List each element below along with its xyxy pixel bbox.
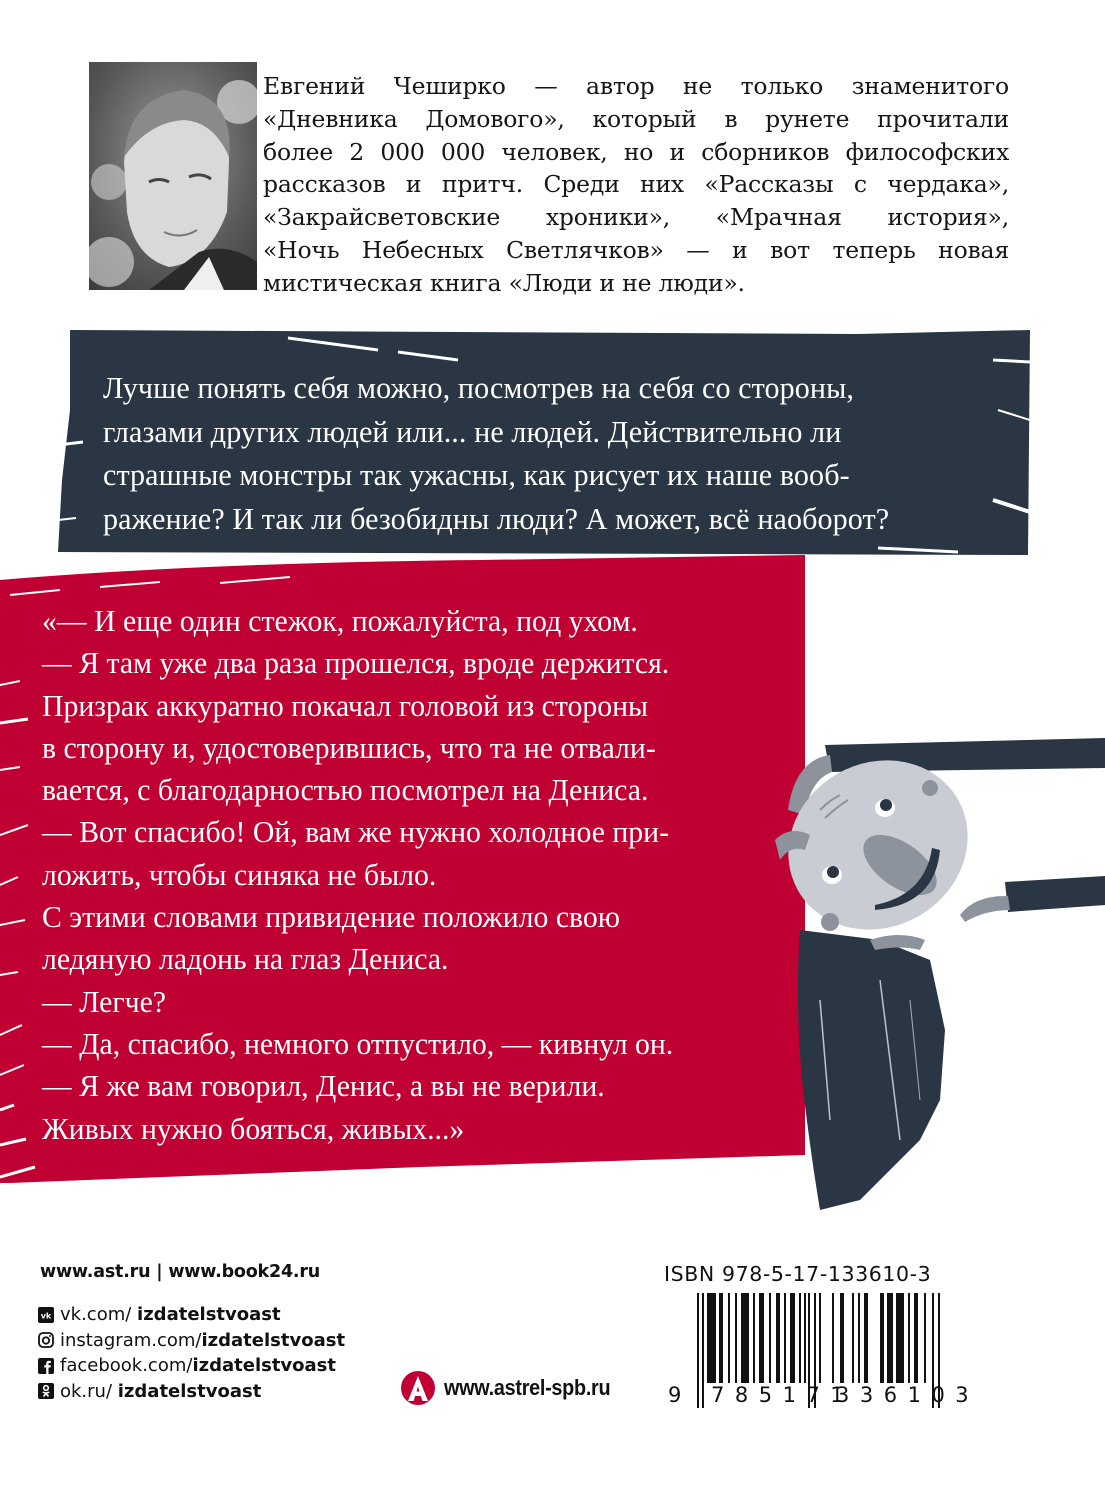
excerpt-line: — Легче? <box>42 983 166 1019</box>
excerpt-line: ледяную ладонь на глаз Дениса. <box>42 941 449 977</box>
bio-line: «Дневника Домового», который в рунете прочитали <box>263 104 1009 133</box>
excerpt-line: в сторону и, удостоверившись, что та не отвали- <box>42 729 656 765</box>
teaser-text <box>103 366 947 540</box>
bio-line: более 2 000 000 человек, но и сборников философских <box>263 137 1009 166</box>
instagram-icon <box>37 1332 54 1349</box>
social-link-instagram[interactable]: instagram.com/izdatelstvoast <box>37 1328 345 1354</box>
svg-text:vk: vk <box>40 1311 51 1321</box>
excerpt-line: С этими словами привидение положило свою <box>42 899 620 935</box>
author-photo <box>89 62 257 290</box>
bio-line: мистическая книга «Люди и не люди». <box>263 268 745 297</box>
excerpt-text <box>42 600 772 1150</box>
author-bio <box>263 70 1009 300</box>
astrel-link[interactable] <box>400 1370 629 1406</box>
teaser-line: Лучше понять себя можно, посмотрев на себя со стороны, <box>103 370 855 405</box>
publisher-websites[interactable]: www.ast.ru | www.book24.ru <box>40 1262 321 1282</box>
social-links <box>37 1302 345 1404</box>
social-link-vk[interactable]: vk vk.com/ izdatelstvoast <box>37 1302 345 1328</box>
teaser-line: страшные монстры так ужасны, как рисует их наше вооб- <box>103 457 850 492</box>
excerpt-line: «— И еще один стежок, пожалуйста, под ухом. <box>42 603 638 638</box>
ghost-illustration <box>760 700 1105 1260</box>
bio-line: рассказов и притч. Среди них «Рассказы с чердака», <box>263 170 1009 199</box>
bio-line: Евгений Чеширко — автор не только знаменитого <box>263 72 1009 100</box>
astrel-logo-icon <box>400 1370 436 1406</box>
excerpt-line: — Я же вам говорил, Денис, а вы не верили. <box>42 1068 605 1104</box>
excerpt-line: — Я там уже два раза прошелся, вроде держится. <box>42 645 670 681</box>
social-link-facebook[interactable]: facebook.com/izdatelstvoast <box>37 1353 345 1379</box>
facebook-icon <box>37 1357 54 1374</box>
social-link-odnoklassniki[interactable]: ok.ru/ izdatelstvoast <box>37 1379 345 1405</box>
astrel-url: www.astrel-spb.ru <box>444 1375 611 1400</box>
teaser-line: ражение? И так ли безобидны люди? А может, всё наоборот? <box>103 500 890 536</box>
excerpt-line: ложить, чтобы синяка не было. <box>42 856 437 892</box>
excerpt-line: Призрак аккуратно покачал головой из стороны <box>42 687 649 723</box>
vk-icon <box>37 1306 54 1323</box>
excerpt-line: — Да, спасибо, немного отпустило, — кивнул он. <box>42 1025 674 1061</box>
excerpt-line: — Вот спасибо! Ой, вам же нужно холодное при- <box>42 814 670 850</box>
odnoklassniki-icon <box>37 1383 54 1400</box>
teaser-line: глазами других людей или... не людей. Действительно ли <box>103 413 842 449</box>
bio-line: «Ночь Небесных Светлячков» — и вот теперь новая <box>263 235 1009 264</box>
isbn-label: ISBN 978-5-17-133610-3 <box>664 1262 932 1286</box>
excerpt-line: вается, с благодарностью посмотрел на Дениса. <box>42 772 649 808</box>
excerpt-line: Живых нужно бояться, живых...» <box>42 1110 465 1146</box>
bio-line: «Закрайсветовские хроники», «Мрачная история», <box>263 203 1009 232</box>
